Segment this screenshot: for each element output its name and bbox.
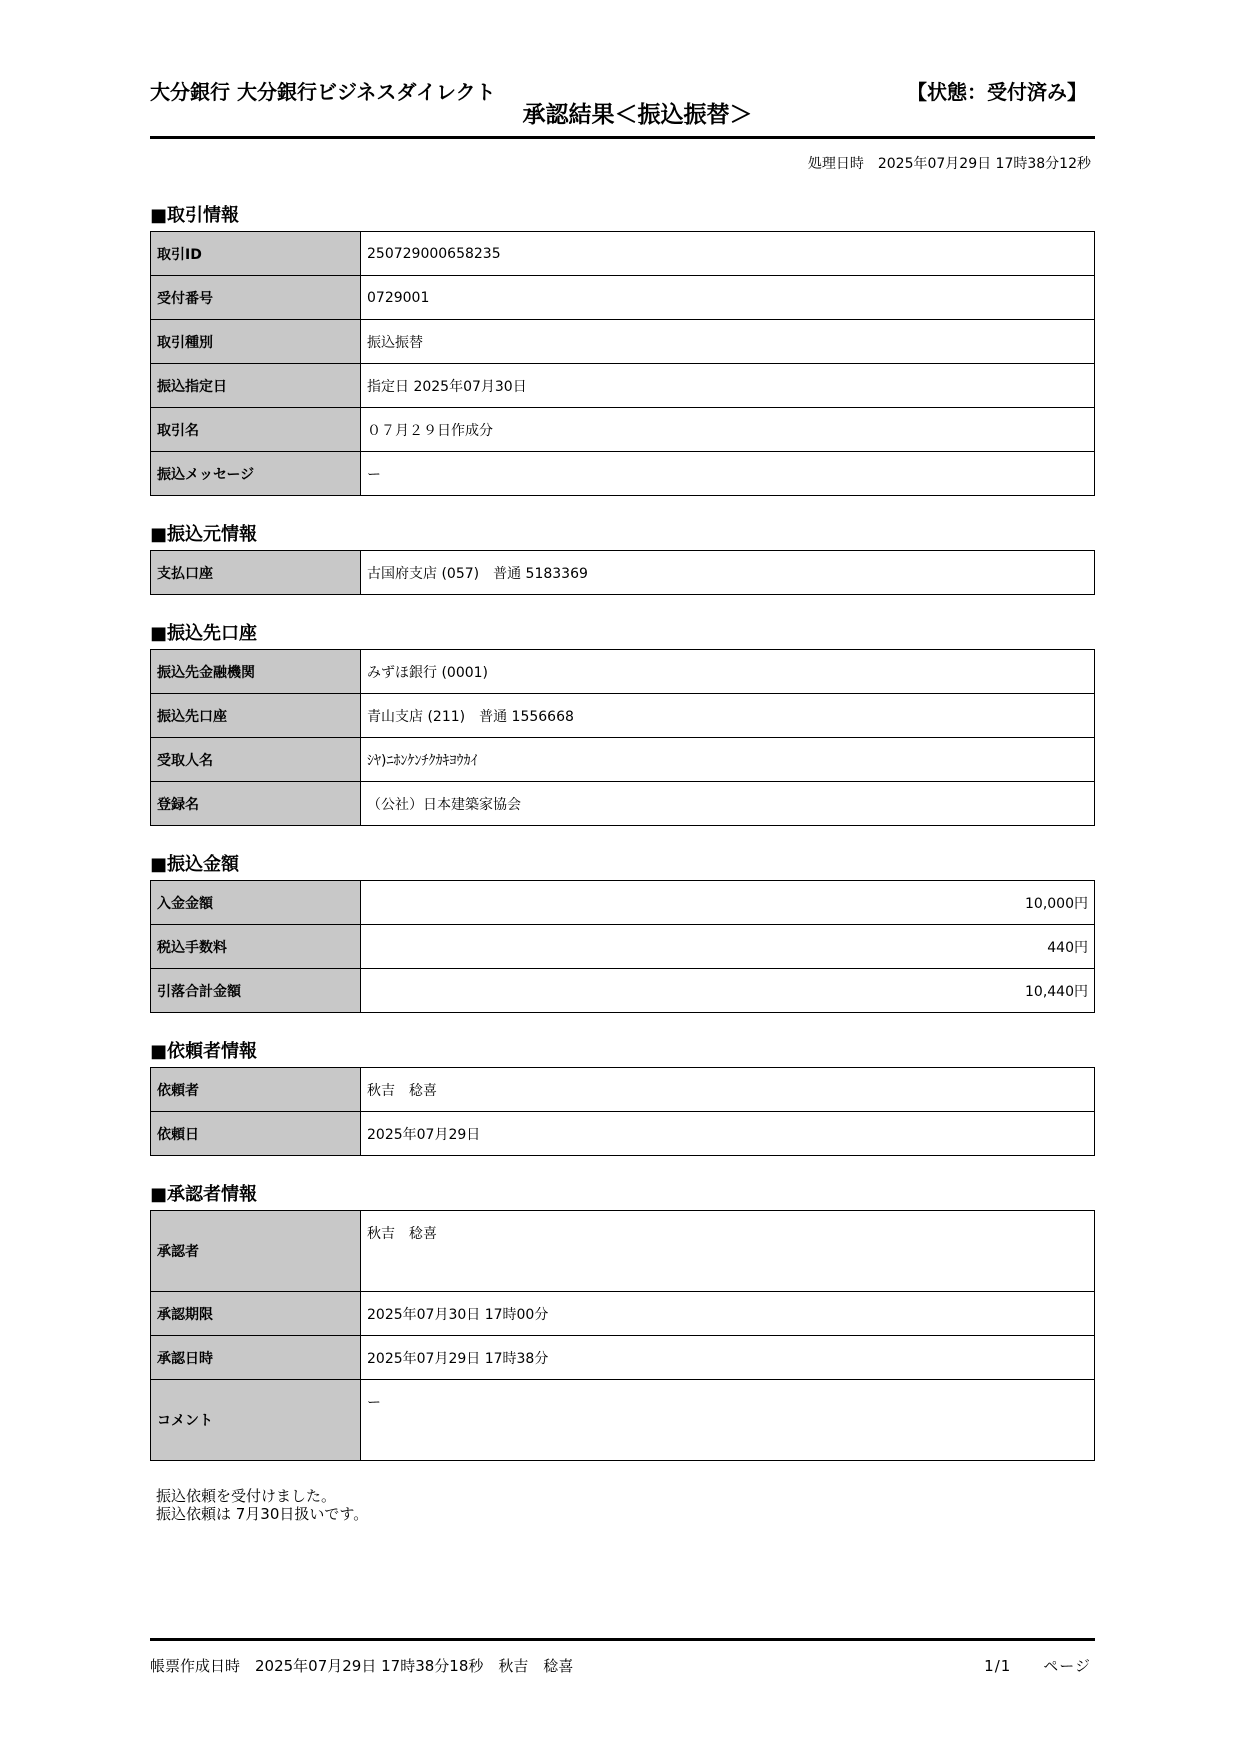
document-page	[150, 70, 1095, 1523]
row-value: 0729001	[361, 276, 1095, 320]
section-title-source: ■振込元情報	[150, 524, 258, 545]
section-title-approver: ■承認者情報	[150, 1184, 258, 1205]
table-row	[151, 452, 1095, 496]
section-title-destination: ■振込先口座	[150, 623, 258, 644]
row-label: 取引ID	[151, 232, 361, 276]
transaction-table	[150, 231, 1095, 496]
footer	[150, 1638, 1095, 1675]
table-row	[151, 969, 1095, 1013]
row-value: ｼﾔ)ﾆﾎﾝｹﾝﾁｸｶｷﾖｳｶｲ	[361, 738, 1095, 782]
table-row	[151, 1336, 1095, 1380]
table-row	[151, 738, 1095, 782]
row-label: 取引名	[151, 408, 361, 452]
row-value: 2025年07月29日	[361, 1112, 1095, 1156]
row-label: 振込指定日	[151, 364, 361, 408]
table-row	[151, 650, 1095, 694]
table-row	[151, 1292, 1095, 1336]
table-row	[151, 551, 1095, 595]
row-value: 440円	[361, 925, 1095, 969]
row-value: 2025年07月30日 17時00分	[361, 1292, 1095, 1336]
row-value: ー	[361, 452, 1095, 496]
source-table	[150, 550, 1095, 595]
processed-datetime: 処理日時 2025年07月29日 17時38分12秒	[807, 156, 1091, 172]
row-label: 依頼者	[151, 1068, 361, 1112]
destination-table	[150, 649, 1095, 826]
row-label: 振込先金融機関	[151, 650, 361, 694]
row-value: みずほ銀行 (0001)	[361, 650, 1095, 694]
status-badge: 【状態：受付済み】	[907, 80, 1087, 104]
section-title-amount: ■振込金額	[150, 854, 240, 875]
table-row	[151, 782, 1095, 826]
row-value: 指定日 2025年07月30日	[361, 364, 1095, 408]
row-label: コメント	[151, 1380, 361, 1461]
approver-table	[150, 1210, 1095, 1461]
row-label: 振込メッセージ	[151, 452, 361, 496]
table-row	[151, 276, 1095, 320]
row-label: 取引種別	[151, 320, 361, 364]
table-row	[151, 408, 1095, 452]
footer-line	[150, 1641, 1095, 1675]
row-value: 2025年07月29日 17時38分	[361, 1336, 1095, 1380]
row-value: 250729000658235	[361, 232, 1095, 276]
row-label: 承認日時	[151, 1336, 361, 1380]
amount-table	[150, 880, 1095, 1013]
row-value: ０７月２９日作成分	[361, 408, 1095, 452]
row-label: 引落合計金額	[151, 969, 361, 1013]
note-line: 振込依頼は 7月30日扱いです。	[156, 1505, 369, 1523]
row-label: 依頼日	[151, 1112, 361, 1156]
row-value: 10,440円	[361, 969, 1095, 1013]
notes	[150, 1487, 1095, 1523]
table-row	[151, 1211, 1095, 1292]
row-label: 承認者	[151, 1211, 361, 1292]
report-created: 帳票作成日時 2025年07月29日 17時38分18秒 秋吉 稔喜	[150, 1657, 574, 1675]
row-value: 振込振替	[361, 320, 1095, 364]
page-number: 1/1 ページ	[984, 1657, 1091, 1675]
table-row	[151, 694, 1095, 738]
table-row	[151, 1068, 1095, 1112]
row-label: 税込手数料	[151, 925, 361, 969]
table-row	[151, 1112, 1095, 1156]
row-label: 支払口座	[151, 551, 361, 595]
row-value: 秋吉 稔喜	[361, 1068, 1095, 1112]
row-label: 受付番号	[151, 276, 361, 320]
row-label: 入金金額	[151, 881, 361, 925]
row-label: 承認期限	[151, 1292, 361, 1336]
note-line: 振込依頼を受付けました。	[156, 1487, 337, 1505]
header-top	[150, 70, 1095, 104]
row-value: （公社）日本建築家協会	[361, 782, 1095, 826]
table-row	[151, 1380, 1095, 1461]
table-row	[151, 364, 1095, 408]
page-title: 承認結果＜振込振替＞	[522, 102, 753, 128]
requester-table	[150, 1067, 1095, 1156]
row-value: 10,000円	[361, 881, 1095, 925]
row-value: 青山支店 (211) 普通 1556668	[361, 694, 1095, 738]
row-value: 古国府支店 (057) 普通 5183369	[361, 551, 1095, 595]
bank-name: 大分銀行 大分銀行ビジネスダイレクト	[150, 80, 496, 104]
section-title-transaction: ■取引情報	[150, 205, 240, 226]
table-row	[151, 232, 1095, 276]
header-divider	[150, 136, 1095, 139]
table-row	[151, 881, 1095, 925]
row-label: 受取人名	[151, 738, 361, 782]
row-value: ー	[361, 1380, 1095, 1461]
table-row	[151, 320, 1095, 364]
table-row	[151, 925, 1095, 969]
row-label: 登録名	[151, 782, 361, 826]
row-label: 振込先口座	[151, 694, 361, 738]
row-value: 秋吉 稔喜	[361, 1211, 1095, 1292]
section-title-requester: ■依頼者情報	[150, 1041, 258, 1062]
